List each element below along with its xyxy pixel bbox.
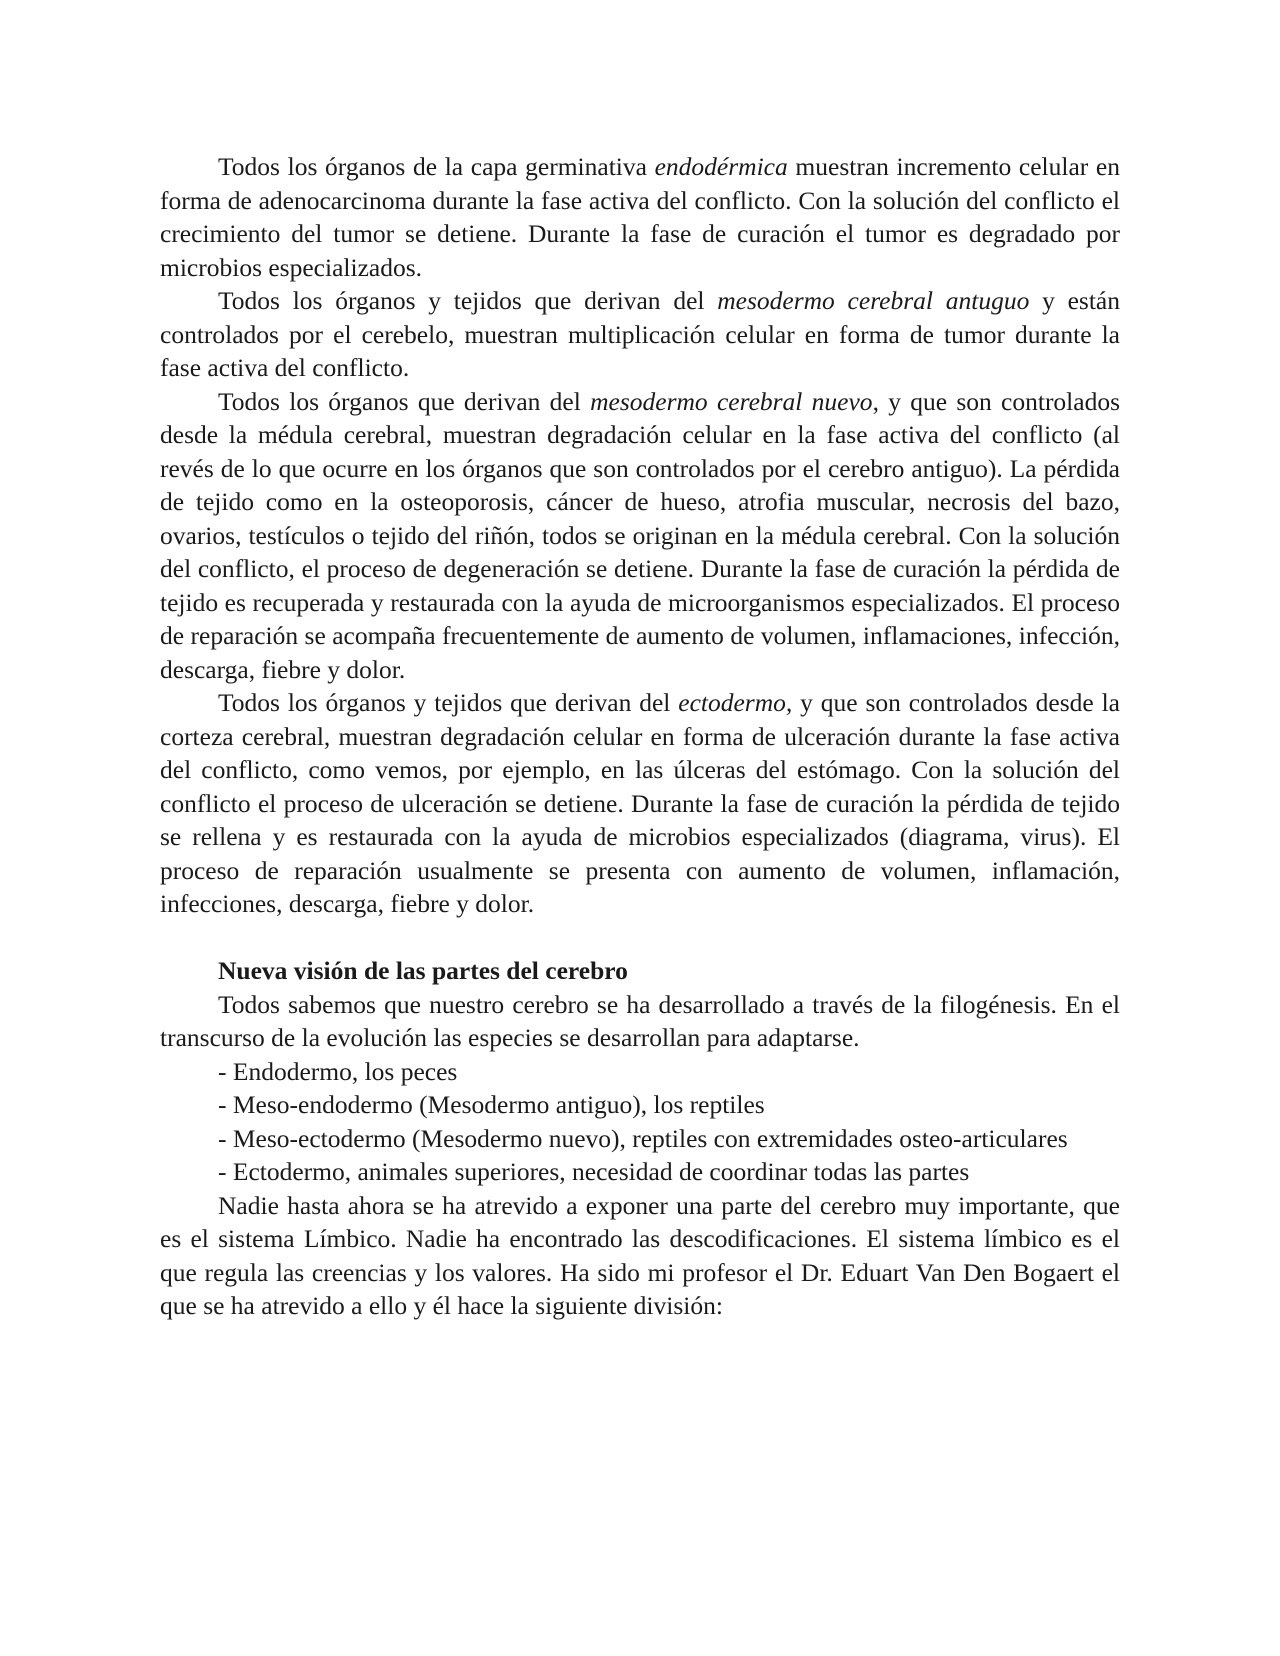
section-intro-paragraph: Todos sabemos que nuestro cerebro se ha desarrollado a través de la filogénesis. En el transcurso de la evolución las especies se desarrollan para adaptarse. xyxy=(160,989,1120,1052)
list-item: - Meso-endodermo (Mesodermo antiguo), los reptiles xyxy=(218,1090,765,1119)
paragraph-text: muestran incremento celular en forma de adenocarcinoma durante la fase activa del conflicto. Con la solución del conflicto el crecimiento del tumor se detiene. Durante la fase de curación el tumor es degradado por microbios especializados. xyxy=(160,152,1121,282)
paragraph-text: Todos los órganos y tejidos que derivan del xyxy=(218,286,718,315)
paragraph-text: Todos los órganos de la capa germinativa xyxy=(218,152,655,181)
document-page xyxy=(160,150,1120,1323)
paragraph-endodermica xyxy=(160,150,1120,284)
paragraph-text: Todos los órganos y tejidos que derivan del xyxy=(218,688,679,717)
paragraph-mesodermo-antiguo xyxy=(160,284,1120,385)
emphasis-term: ectodermo, xyxy=(678,688,793,717)
paragraph-text: y están controlados por el cerebelo, muestran multiplicación celular en forma de tumor durante la fase activa del conflicto. xyxy=(160,286,1120,382)
paragraph-mesodermo-nuevo xyxy=(160,385,1120,687)
paragraph-ectodermo xyxy=(160,686,1120,921)
emphasis-term: endodérmica xyxy=(654,152,788,181)
list-item: - Ectodermo, animales superiores, necesidad de coordinar todas las partes xyxy=(218,1157,970,1186)
closing-paragraph: Nadie hasta ahora se ha atrevido a exponer una parte del cerebro muy importante, que es el sistema Límbico. Nadie ha encontrado las descodificaciones. El sistema límbico es el que regula las creencias y los valores. Ha sido mi profesor el Dr. Eduart Van Den Bogaert el que se ha atrevido a ello y él hace la siguiente división: xyxy=(160,1190,1120,1320)
section-heading: Nueva visión de las partes del cerebro xyxy=(218,956,628,985)
paragraph-text: y que son controlados desde la corteza cerebral, muestran degradación celular en forma de ulceración durante la fase activa del conflicto, como vemos, por ejemplo, en las úlceras del estómago. Con la solución del conflicto el proceso de ulceración se detiene. Durante la fase de curación la pérdida de tejido se rellena y es restaurada con la ayuda de microbios especializados (diagrama, virus). El proceso de reparación usualmente se presenta con aumento de volumen, inflamación, infecciones, descarga, fiebre y dolor. xyxy=(160,688,1120,918)
list-item: - Meso-ectodermo (Mesodermo nuevo), reptiles con extremidades osteo-articulares xyxy=(218,1123,1068,1153)
paragraph-text: Todos los órganos que derivan del xyxy=(218,386,591,416)
paragraph-text: , y que son controlados desde la médula cerebral, muestran degradación celular en la fase activa del conflicto (al revés de lo que ocurre en los órganos que son controlados por el cerebro antiguo). La pérdida de tejido como en la osteoporosis, cáncer de hueso, atrofia muscular, necrosis del bazo, ovarios, testículos o tejido del riñón, todos se originan en la médula cerebral. Con la solución del conflicto, el proceso de degeneración se detiene. Durante la fase de curación la pérdida de tejido es recuperada y restaurada con la ayuda de microorganismos especializados. El proceso de reparación se acompaña frecuentemente de aumento de volumen, inflamaciones, infección, descarga, fiebre y dolor. xyxy=(160,386,1121,684)
emphasis-term: mesodermo cerebral antuguo xyxy=(717,286,1030,315)
list-item: - Endodermo, los peces xyxy=(218,1056,458,1086)
emphasis-term: mesodermo cerebral nuevo xyxy=(590,386,873,416)
